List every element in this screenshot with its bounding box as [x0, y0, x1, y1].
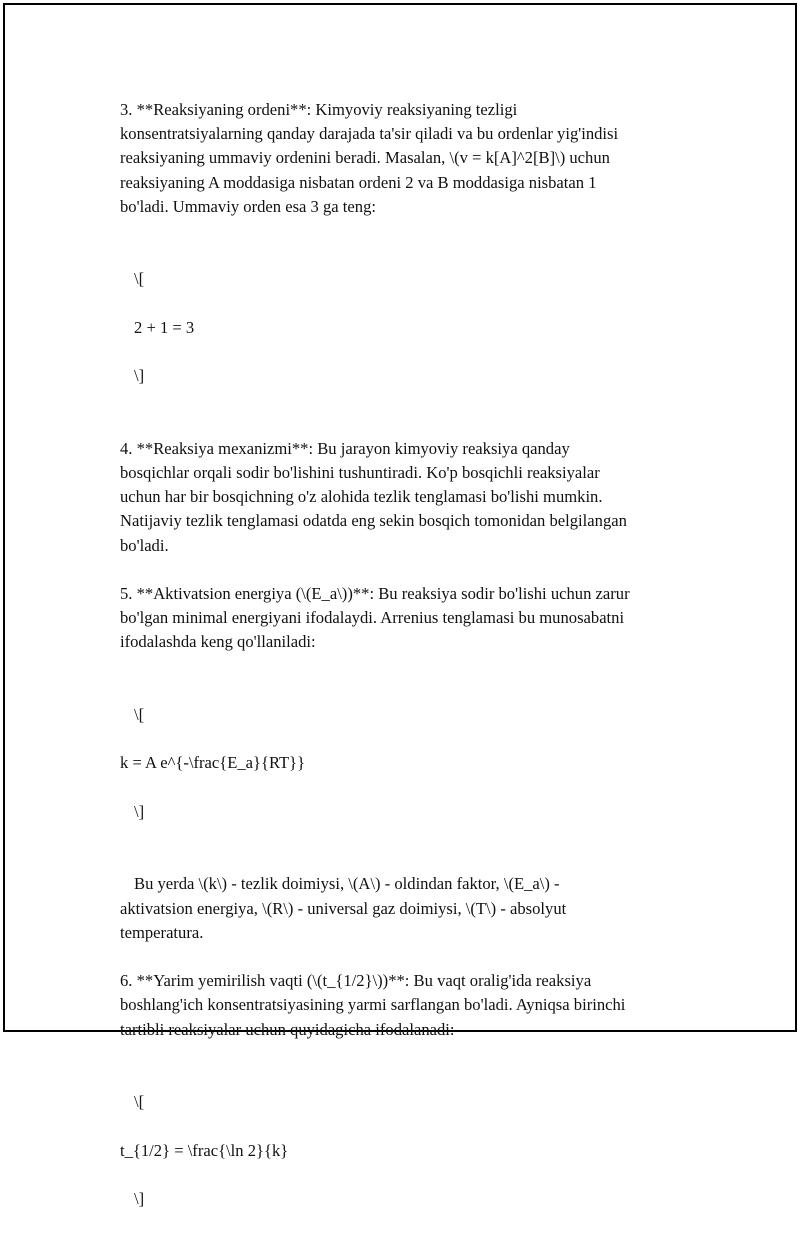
- document-page: [3, 3, 797, 1209]
- document-body: [120, 98, 695, 1235]
- spacer: [120, 848, 695, 872]
- math-open: \[: [134, 705, 145, 725]
- math-open: \[: [134, 1092, 145, 1112]
- math-close: \]: [134, 801, 145, 821]
- math-close: \]: [134, 1189, 145, 1209]
- math-block-half-life: [120, 1066, 695, 1235]
- explanation-text: Bu yerda \(k\) - tezlik doimiysi, \(A\) - oldindan faktor, \(E_a\) - aktivatsion energiya, \(R\) - universal gaz doimiysi, \(T\) - absolyut temperatura.: [120, 874, 567, 942]
- spacer: [120, 945, 695, 969]
- spacer: [120, 219, 695, 243]
- spacer: [120, 1042, 695, 1066]
- paragraph-activation-energy: 5. **Aktivatsion energiya (\(E_a\))**: Bu reaksiya sodir bo'lishi uchun zarur bo'lgan minimal energiyani ifodalaydi. Arrenius tenglamasi bu munosabatni ifodalashda keng qo'llaniladi:: [120, 584, 630, 652]
- math-block-arrhenius: [120, 679, 695, 848]
- math-equation: t_{1/2} = \frac{\ln 2}{k}: [120, 1140, 289, 1160]
- paragraph-half-life: 6. **Yarim yemirilish vaqti (\(t_{1/2}\))**: Bu vaqt oralig'ida reaksiya boshlang'ich konsentratsiyasining yarmi sarflangan bo'ladi. Ayniqsa birinchi tartibli reaksiyalar uchun quyidagicha ifodalanadi:: [120, 971, 626, 1039]
- math-open: \[: [134, 269, 145, 289]
- spacer: [120, 413, 695, 437]
- paragraph-arrhenius-explanation: [120, 872, 695, 945]
- math-block-order-sum: [120, 243, 695, 412]
- paragraph-reaction-order: 3. **Reaksiyaning ordeni**: Kimyoviy reaksiyaning tezligi konsentratsiyalarning qanday darajada ta'sir qiladi va bu ordenlar yig'indisi reaksiyaning ummaviy ordenini beradi. Masalan, \(v = k[A]^2[B]\) uchun reaksiyaning A moddasiga nisbatan ordeni 2 va B moddasiga nisbatan 1 bo'ladi. Ummaviy orden esa 3 ga teng:: [120, 100, 619, 216]
- spacer: [120, 655, 695, 679]
- paragraph-reaction-mechanism: 4. **Reaksiya mexanizmi**: Bu jarayon kimyoviy reaksiya qanday bosqichlar orqali sodir bo'lishini tushuntiradi. Ko'p bosqichli reaksiyalar uchun har bir bosqichning o'z alohida tezlik tenglamasi bo'lishi mumkin. Natijaviy tezlik tenglamasi odatda eng sekin bosqich tomonidan belgilangan bo'ladi.: [120, 438, 627, 555]
- math-close: \]: [134, 366, 145, 386]
- math-equation: k = A e^{-\frac{E_a}{RT}}: [120, 753, 306, 773]
- spacer: [120, 558, 695, 582]
- math-equation: 2 + 1 = 3: [134, 317, 195, 337]
